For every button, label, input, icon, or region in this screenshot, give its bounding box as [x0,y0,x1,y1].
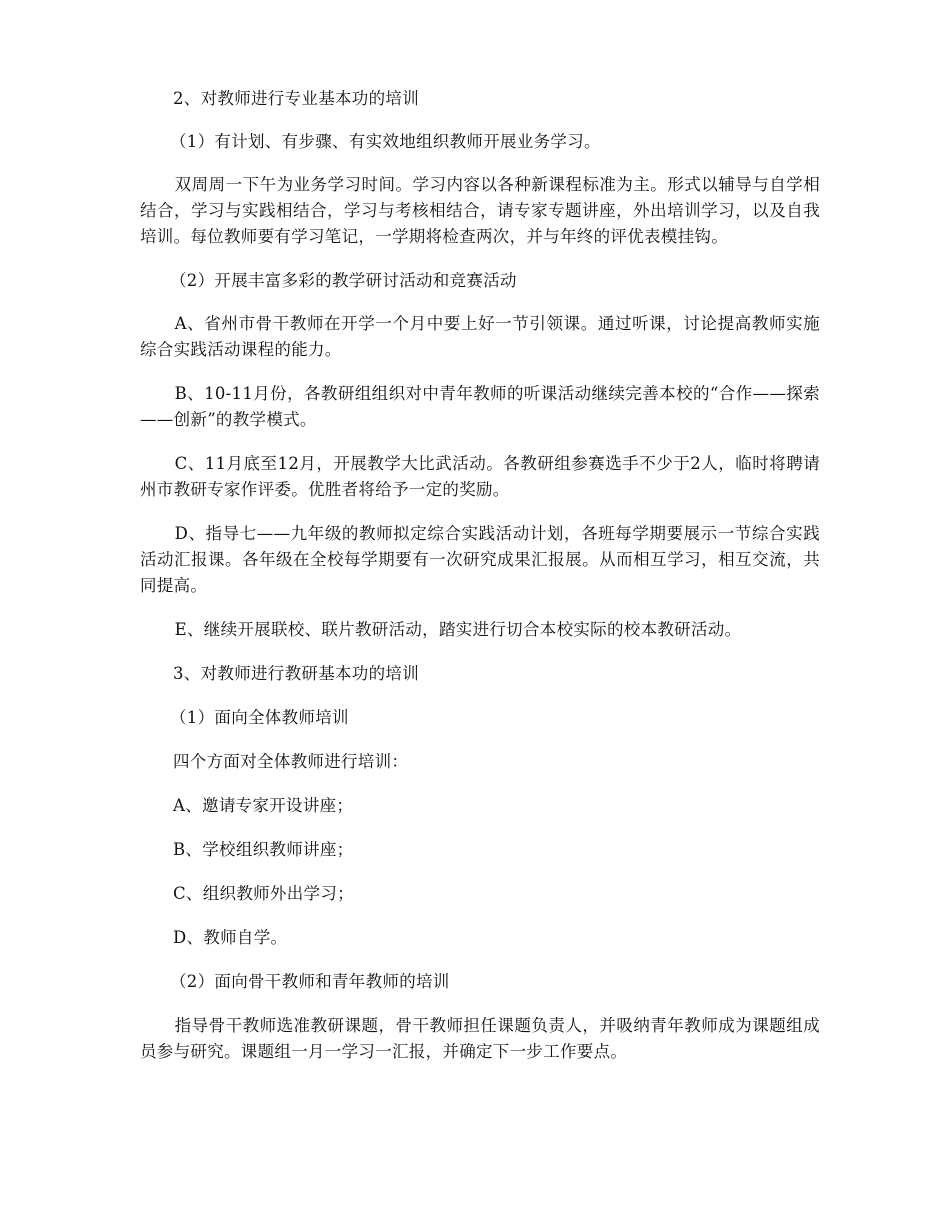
list-item-b: B、学校组织教师讲座； [173,840,354,859]
paragraph-business-study: 双周周一下午为业务学习时间。学习内容以各种新课程标准为主。形式以辅导与自学相结合，学习与实践相结合，学习与考核相结合，请专家专题讲座，外出培训学习，以及自我培训。每位教师要有学习笔记，一学期将检查两次，并与年终的评优表模挂钩。 [140,175,820,246]
subsection-heading-2-2: （2）开展丰富多彩的教学研讨活动和竞赛活动 [170,271,517,290]
subsection-heading-3-1: （1）面向全体教师培训 [170,708,349,727]
subsection-heading-2-1: （1）有计划、有步骤、有实效地组织教师开展业务学习。 [170,132,601,151]
paragraph-item-c: C、11月底至12月，开展教学大比武活动。各教研组参赛选手不少于2人，临时将聘请州市教研专家作评委。优胜者将给予一定的奖励。 [140,454,820,499]
section-heading-2: 2、对教师进行专业基本功的培训 [173,89,419,108]
subsection-heading-3-2: （2）面向骨干教师和青年教师的培训 [170,972,450,991]
paragraph-item-a: A、省州市骨干教师在开学一个月中要上好一节引领课。通过听课，讨论提高教师实施综合实践活动课程的能力。 [140,314,820,359]
paragraph-item-d: D、指导七——九年级的教师拟定综合实践活动计划，各班每学期要展示一节综合实践活动汇报课。各年级在全校每学期要有一次研究成果汇报展。从而相互学习，相互交流，共同提高。 [140,524,820,595]
document-page [140,86,820,1065]
paragraph-item-b: B、10-11月份，各教研组组织对中青年教师的听课活动继续完善本校的“合作——探索——创新”的教学模式。 [140,384,820,429]
list-item-c: C、组织教师外出学习； [173,884,354,903]
paragraph-four-aspects: 四个方面对全体教师进行培训： [173,752,409,771]
list-item-a: A、邀请专家开设讲座； [173,796,354,815]
paragraph-research-topic: 指导骨干教师选准教研课题，骨干教师担任课题负责人，并吸纳青年教师成为课题组成员参与研究。课题组一月一学习一汇报，并确定下一步工作要点。 [140,1016,820,1061]
section-heading-3: 3、对教师进行教研基本功的培训 [173,664,419,683]
list-item-d: D、教师自学。 [173,928,288,947]
paragraph-item-e: E、继续开展联校、联片教研活动，踏实进行切合本校实际的校本教研活动。 [174,620,742,639]
